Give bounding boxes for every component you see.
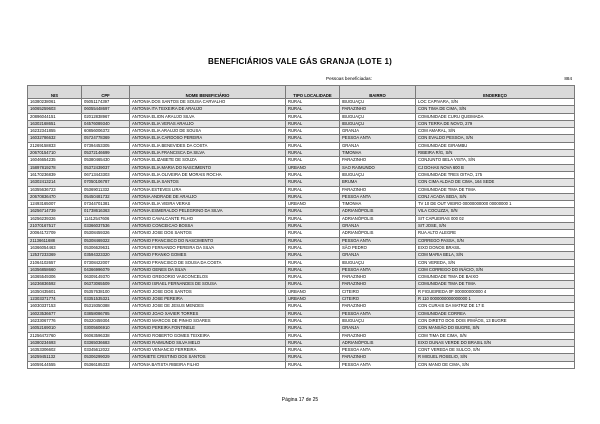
table-row	[28, 128, 575, 135]
cpf-cell: 04576089340	[82, 120, 130, 127]
address-cell: CON DIRETO DOS DOIS IRMÃOS, 13 BUGRE	[416, 317, 575, 324]
cpf-cell: 05357638100	[82, 288, 130, 295]
address-cell: CON EVALDO PESSOA, S/N	[416, 135, 575, 142]
cpf-cell: 05306299029	[82, 354, 130, 361]
locality-type-cell: RURAL	[286, 310, 340, 317]
nis-cell: 16065259603	[28, 106, 82, 113]
nis-cell: 16232341855	[28, 128, 82, 135]
address-cell: CON CURAIS DA MATRIZ DE 17 E	[416, 303, 575, 310]
table-row	[28, 317, 575, 324]
address-cell: COM TIMA DE CIMA, S/N	[416, 332, 575, 339]
name-cell: ANTONIO GREGORIO VASCONCELOS	[130, 274, 286, 281]
address-cell: CJ DOHAS NOVA 600 B	[416, 164, 575, 171]
cpf-cell: 05306629631	[82, 244, 130, 251]
cpf-cell: 01738616363	[82, 208, 130, 215]
table-body	[28, 99, 575, 369]
table-row	[28, 120, 575, 127]
district-cell: PESSOA ANTA	[340, 193, 416, 200]
locality-type-cell: RURAL	[286, 252, 340, 259]
address-cell: EIXO DONOS BRASIL	[416, 244, 575, 251]
cpf-cell: 60856006372	[82, 128, 130, 135]
district-cell: PARAZINHO	[340, 332, 416, 339]
address-cell: CON MANSÃO DO BUGRE, S/N	[416, 325, 575, 332]
column-header-locality-type: TIPO LOCALIDADE	[286, 86, 340, 99]
cpf-cell: 11412547606	[82, 215, 130, 222]
name-cell: ANTONIO FRANCISCO DO NASCIMENTO	[130, 237, 286, 244]
table-row	[28, 164, 575, 171]
cpf-cell: 05308469322	[82, 237, 130, 244]
table-row	[28, 99, 575, 106]
nis-cell: 16032786632	[28, 135, 82, 142]
name-cell: ANTONIO JOSE DOS SANTOS	[130, 288, 286, 295]
table-row	[28, 281, 575, 288]
column-header-address: ENDEREÇO	[416, 86, 575, 99]
nis-cell: 16023536677	[28, 310, 82, 317]
district-cell: PESSOA ANTA	[340, 361, 416, 368]
cpf-cell: 02012838967	[82, 113, 130, 120]
locality-type-cell: RURAL	[286, 339, 340, 346]
district-cell: CITEIRO	[340, 296, 416, 303]
nis-cell: 16353306602	[28, 347, 82, 354]
document-title: BENEFICIÁRIOS VALE GÁS GRANJA (LOTE 1)	[207, 57, 393, 66]
cpf-cell: 05372146699	[82, 150, 130, 157]
cpf-cell: 03594323320	[82, 252, 130, 259]
locality-type-cell: URBANO	[286, 164, 340, 171]
district-cell: PARAZINHO	[340, 274, 416, 281]
locality-type-cell: RURAL	[286, 361, 340, 368]
name-cell: ANTONIA ELIA CARDOSO PEREIRA	[130, 135, 286, 142]
address-cell: RUA ALTO ALEGRE	[416, 230, 575, 237]
address-cell: R MIGUEL ROSELIO, S/N	[416, 354, 575, 361]
locality-type-cell: RURAL	[286, 223, 340, 230]
table-row	[28, 252, 575, 259]
address-cell: COMUNIDADE CURU QUEIMADA	[416, 113, 575, 120]
nis-cell: 21136611688	[28, 237, 82, 244]
locality-type-cell: RURAL	[286, 317, 340, 324]
nis-cell: 12303371774	[28, 296, 82, 303]
name-cell: ANTONIO CAVALCANTE FILHO	[130, 215, 286, 222]
cpf-cell: 06373065509	[82, 281, 130, 288]
name-cell: ANTONIA ESTEVES LIRA	[130, 186, 286, 193]
locality-type-cell: URBANO	[286, 288, 340, 295]
address-cell: SIT JOSE, S/N	[416, 223, 575, 230]
nis-cell: 16380238061	[28, 99, 82, 106]
cpf-cell: 07344701381	[82, 201, 130, 208]
locality-type-cell: URBANO	[286, 201, 340, 208]
name-cell: ANTONIA ELION ARAUJO SILVA	[130, 113, 286, 120]
name-cell: ANTONIO VENANCIO FERREIRA	[130, 347, 286, 354]
name-cell: ANTONIA ELIA MARIA DO NASCIMENTO	[130, 164, 286, 171]
locality-type-cell: RURAL	[286, 303, 340, 310]
table-row	[28, 230, 575, 237]
name-cell: ANTONIO GENES DA SILVA	[130, 266, 286, 273]
name-cell: ANTONIO CONCEICAO BOSSA	[130, 223, 286, 230]
district-cell: IBUGUAÇU	[340, 99, 416, 106]
cpf-cell: 03365036683	[82, 339, 130, 346]
locality-type-cell: RURAL	[286, 325, 340, 332]
nis-cell: 21256472760	[28, 332, 82, 339]
nis-cell: 16233067776	[28, 317, 82, 324]
cpf-cell: 06309149370	[82, 274, 130, 281]
address-cell: COM MARIA BELA, S/N	[416, 252, 575, 259]
district-cell: PARAZINHO	[340, 281, 416, 288]
address-cell: LOC CAPIVARA, S/N	[416, 99, 575, 106]
table-row	[28, 325, 575, 332]
table-row	[28, 244, 575, 251]
name-cell: ANTONIO FERNANDO PEREIRA DA SILVA	[130, 244, 286, 251]
nis-cell: 16302168651	[28, 120, 82, 127]
locality-type-cell: RURAL	[286, 215, 340, 222]
cpf-cell: 06055448697	[82, 106, 130, 113]
name-cell: ANTONIO JOSE DE JESUS MENDES	[130, 303, 286, 310]
column-header-cpf: CPF	[82, 86, 130, 99]
cpf-cell: 05450481732	[82, 193, 130, 200]
district-cell: PARAZINHO	[340, 157, 416, 164]
address-cell: SIT CAPUEIRAS 000 02	[416, 215, 575, 222]
address-cell: COMUNIDADE CORREA	[416, 310, 575, 317]
cpf-cell: 05051174397	[82, 99, 130, 106]
name-cell: ANTONIA ELIA OLIVEIRA DE MORAIS ROCHA	[130, 171, 286, 178]
district-cell: ADRIANÓPOLIS	[340, 215, 416, 222]
cpf-cell: 03351535321	[82, 296, 130, 303]
name-cell: ANTONIA ELIA ARAUJO DE SOUSA	[130, 128, 286, 135]
locality-type-cell: RURAL	[286, 179, 340, 186]
district-cell: GRANJA	[340, 252, 416, 259]
nis-cell: 21064102657	[28, 259, 82, 266]
locality-type-cell: RURAL	[286, 237, 340, 244]
address-cell: COM CORREGO DO INÁCIO, S/N	[416, 266, 575, 273]
locality-type-cell: RURAL	[286, 281, 340, 288]
name-cell: ANTONIA ESMERALDO PELEGRINO DA SILVA	[130, 208, 286, 215]
table-row	[28, 259, 575, 266]
column-header-nis: NIS	[28, 86, 82, 99]
name-cell: ANTONIA ANDRADE DE ARAUJO	[130, 193, 286, 200]
locality-type-cell: RURAL	[286, 128, 340, 135]
column-header-name: NOME BENEFICIÁRIO	[130, 86, 286, 99]
district-cell: IBUGUAÇU	[340, 113, 416, 120]
address-cell: CORREGO PASSA, S/N	[416, 237, 575, 244]
page-number: Página 17 de 25	[281, 397, 319, 403]
district-cell: PESSOA ANTA	[340, 266, 416, 273]
table-row	[28, 208, 575, 215]
table-row	[28, 113, 575, 120]
table-row	[28, 186, 575, 193]
cpf-cell: 05372439037	[82, 164, 130, 171]
address-cell: CON TIMA DE CIMA, S/N	[416, 106, 575, 113]
locality-type-cell: RURAL	[286, 99, 340, 106]
nis-cell: 16356858660	[28, 266, 82, 273]
address-cell: COMUNIDADE GIRAMBU	[416, 142, 575, 149]
name-cell: ANTONIA ITA TEIXEIRA DE ARAUJO	[130, 106, 286, 113]
district-cell: SAO RAIMUNDO	[340, 164, 416, 171]
cpf-cell: 05366185333	[82, 361, 130, 368]
name-cell: ANTONIO ROBERTO GOMES TEIXEIRA	[130, 332, 286, 339]
name-cell: ANTONIO RAIMUNDO SILVA MELO	[130, 339, 286, 346]
nis-cell: 16046654235	[28, 157, 82, 164]
name-cell: ANTONIA ELIZABETE DE SOUZA	[130, 157, 286, 164]
nis-cell: 16380234693	[28, 339, 82, 346]
address-cell: COM AMARAL, S/N	[416, 128, 575, 135]
cpf-cell: 05369011332	[82, 186, 130, 193]
address-cell: RIBEIRA R/G, S/N	[416, 150, 575, 157]
locality-type-cell: RURAL	[286, 142, 340, 149]
nis-cell: 16302413214	[28, 179, 82, 186]
nis-cell: 16236836592	[28, 281, 82, 288]
district-cell: PARAZINHO	[340, 354, 416, 361]
locality-type-cell: RURAL	[286, 157, 340, 164]
beneficiary-count-value: 884	[564, 76, 572, 81]
address-cell: COMUNIDADE TIMA DE TIMA	[416, 281, 575, 288]
address-cell: CON VEREDA, S/N	[416, 259, 575, 266]
cpf-cell: 03345612022	[82, 347, 130, 354]
nis-cell: 20670836470	[28, 193, 82, 200]
cpf-cell: 05308459326	[82, 230, 130, 237]
district-cell: TIMONHA	[340, 150, 416, 157]
locality-type-cell: RURAL	[286, 135, 340, 142]
address-cell: R FIGUEIREDA 0F 000000000000 4	[416, 288, 575, 295]
name-cell: ANTONIA ELIA VIEIRA VERAS	[130, 201, 286, 208]
locality-type-cell: RURAL	[286, 186, 340, 193]
name-cell: ANTONIO JOSE DOS SANTOS	[130, 230, 286, 237]
locality-type-cell: RURAL	[286, 230, 340, 237]
table-row	[28, 361, 575, 368]
district-cell: PESSOA ANTA	[340, 347, 416, 354]
beneficiary-count-row	[326, 76, 572, 84]
name-cell: ANTONIA DOS SANTOS DE SOUSA CARVALHO	[130, 99, 286, 106]
table-row	[28, 339, 575, 346]
district-cell: GRANJA	[340, 325, 416, 332]
district-cell: PESSOA ANTA	[340, 135, 416, 142]
nis-cell: 16059144555	[28, 361, 82, 368]
district-cell: PESSOA ANTA	[340, 237, 416, 244]
locality-type-cell: RURAL	[286, 354, 340, 361]
table-row	[28, 150, 575, 157]
cpf-cell: 05319350388	[82, 303, 130, 310]
nis-cell: 16052169010	[28, 325, 82, 332]
locality-type-cell: RURAL	[286, 274, 340, 281]
table-row	[28, 274, 575, 281]
address-cell: R 110 0000000000000000 1	[416, 296, 575, 303]
nis-cell: 21070167517	[28, 223, 82, 230]
nis-cell: 16355636723	[28, 186, 82, 193]
table-header	[28, 86, 575, 99]
locality-type-cell: RURAL	[286, 208, 340, 215]
address-cell: CONJ ACADA SEDA, S/N	[416, 193, 575, 200]
address-cell: COMUNIDADE TIMA DE BAIXO	[416, 274, 575, 281]
district-cell: CITEIRO	[340, 288, 416, 295]
district-cell: PARAZINHO	[340, 303, 416, 310]
nis-cell: 16365549306	[28, 274, 82, 281]
table-row	[28, 310, 575, 317]
locality-type-cell: RURAL	[286, 193, 340, 200]
cpf-cell: 07394453305	[82, 142, 130, 149]
district-cell: SÃO PEDRO	[340, 244, 416, 251]
locality-type-cell: RURAL	[286, 266, 340, 273]
table-row	[28, 215, 575, 222]
table-row	[28, 179, 575, 186]
beneficiary-count-label: Pessoas beneficiadas:	[326, 76, 372, 81]
district-cell: PESSOA ANTA	[340, 310, 416, 317]
cpf-cell: 03858086785	[82, 310, 130, 317]
name-cell: ANTONIO PEREIRA FONTINELE	[130, 325, 286, 332]
table-row	[28, 303, 575, 310]
locality-type-cell: RURAL	[286, 171, 340, 178]
nis-cell: 16366054463	[28, 244, 82, 251]
cpf-cell: 06713443303	[82, 171, 130, 178]
cpf-cell: 05320459304	[82, 317, 130, 324]
nis-cell: 20896044151	[28, 113, 82, 120]
address-cell: VILA COCUZZA, S/N	[416, 208, 575, 215]
district-cell: TIMONHA	[340, 201, 416, 208]
locality-type-cell: RURAL	[286, 113, 340, 120]
nis-cell: 16350435601	[28, 288, 82, 295]
table-row	[28, 135, 575, 142]
name-cell: ANTONIA ELIA SANTOS	[130, 179, 286, 186]
table-row	[28, 266, 575, 273]
table-row	[28, 171, 575, 178]
address-cell: CON CIMA ALDAO DE CIMA, 164 SEDE	[416, 179, 575, 186]
table-row	[28, 354, 575, 361]
beneficiaries-table	[27, 85, 575, 369]
locality-type-cell: URBANO	[286, 296, 340, 303]
table-row	[28, 106, 575, 113]
district-cell: GRANJA	[340, 142, 416, 149]
nis-cell: 12537233369	[28, 252, 82, 259]
name-cell: ANTONIO JOSE PEREIRA	[130, 296, 286, 303]
nis-cell: 12493165007	[28, 201, 82, 208]
nis-cell: 20064172709	[28, 230, 82, 237]
district-cell: IBUGUAÇU	[340, 171, 416, 178]
nis-cell: 16259451132	[28, 354, 82, 361]
district-cell: PARAZINHO	[340, 106, 416, 113]
district-cell: ADRIANÓPOLIS	[340, 230, 416, 237]
locality-type-cell: RURAL	[286, 106, 340, 113]
table-row	[28, 193, 575, 200]
nis-cell: 16170236839	[28, 171, 82, 178]
name-cell: ANTONIO FRANCISCO DE SOUSA DA COSTA	[130, 259, 286, 266]
name-cell: ANTONIETE CRISTINO DOS SANTOS	[130, 354, 286, 361]
district-cell: ADRIANÓPOLIS	[340, 339, 416, 346]
address-cell: TV 10 DE OUT VIEIRO 00000000000 00000000 1	[416, 201, 575, 208]
locality-type-cell: RURAL	[286, 332, 340, 339]
nis-cell: 16256239326	[28, 215, 82, 222]
name-cell: ANTONIA ELIA VERAS ARAUJO	[130, 120, 286, 127]
address-cell: COMUNIDADE TIMA DE TIMA	[416, 186, 575, 193]
address-cell: CON MANO DE CIMA, S/N	[416, 361, 575, 368]
table-row	[28, 223, 575, 230]
name-cell: ANTONIA ELIA BENEVIDES DA COSTA	[130, 142, 286, 149]
name-cell: ANTONIO FRANKO GOMES	[130, 252, 286, 259]
cpf-cell: 04366996079	[82, 266, 130, 273]
table-row	[28, 332, 575, 339]
table-row	[28, 347, 575, 354]
table-row	[28, 288, 575, 295]
address-cell: CONT VEREDA DE SULCO, S/N	[416, 347, 575, 354]
table-row	[28, 201, 575, 208]
nis-cell: 20670154710	[28, 150, 82, 157]
locality-type-cell: RURAL	[286, 150, 340, 157]
cpf-cell: 07050106787	[82, 179, 130, 186]
locality-type-cell: RURAL	[286, 259, 340, 266]
cpf-cell: 05724778369	[82, 135, 130, 142]
district-cell: PARAZINHO	[340, 186, 416, 193]
address-cell: CONJUNTO BELA VISTA, S/N	[416, 157, 575, 164]
cpf-cell: 06063596338	[82, 332, 130, 339]
nis-cell: 21269158833	[28, 142, 82, 149]
district-cell: BRUMA	[340, 179, 416, 186]
name-cell: ANTONIO MARCOS DE PINHO SOARES	[130, 317, 286, 324]
district-cell: GRANJA	[340, 128, 416, 135]
name-cell: ANTONIA ELIA FRANCISCA DA SILVA	[130, 150, 286, 157]
address-cell: EIXO DUNAS VERDE DO BRASIL S/N	[416, 339, 575, 346]
name-cell: ANTONIO JOAO XAVIER TORRES	[130, 310, 286, 317]
name-cell: ANTONIO ISRAEL FERNANDES DE SOUSA	[130, 281, 286, 288]
table-row	[28, 157, 575, 164]
nis-cell: 16030337153	[28, 303, 82, 310]
table-row	[28, 296, 575, 303]
column-header-district: BAIRRO	[340, 86, 416, 99]
table-row	[28, 237, 575, 244]
locality-type-cell: RURAL	[286, 120, 340, 127]
district-cell: GRANJA	[340, 223, 416, 230]
cpf-cell: 03366037536	[82, 223, 130, 230]
cpf-cell: 03005606910	[82, 325, 130, 332]
locality-type-cell: RURAL	[286, 244, 340, 251]
district-cell: IBUGUAÇU	[340, 259, 416, 266]
address-cell: COMUNIDADE TRES OITAO, 175	[416, 171, 575, 178]
cpf-cell: 07308422007	[82, 259, 130, 266]
district-cell: IBUGUAÇU	[340, 120, 416, 127]
table-row	[28, 142, 575, 149]
name-cell: ANTONIA BATISTA RIBEIRA FILHO	[130, 361, 286, 368]
address-cell: CON TERRA DE NOVO, 279	[416, 120, 575, 127]
table-header-row	[28, 86, 575, 99]
district-cell: ADRIANÓPOLIS	[340, 208, 416, 215]
locality-type-cell: RURAL	[286, 347, 340, 354]
district-cell: IBUGUAÇU	[340, 317, 416, 324]
nis-cell: 16256714739	[28, 208, 82, 215]
cpf-cell: 05380465430	[82, 157, 130, 164]
nis-cell: 15897819278	[28, 164, 82, 171]
